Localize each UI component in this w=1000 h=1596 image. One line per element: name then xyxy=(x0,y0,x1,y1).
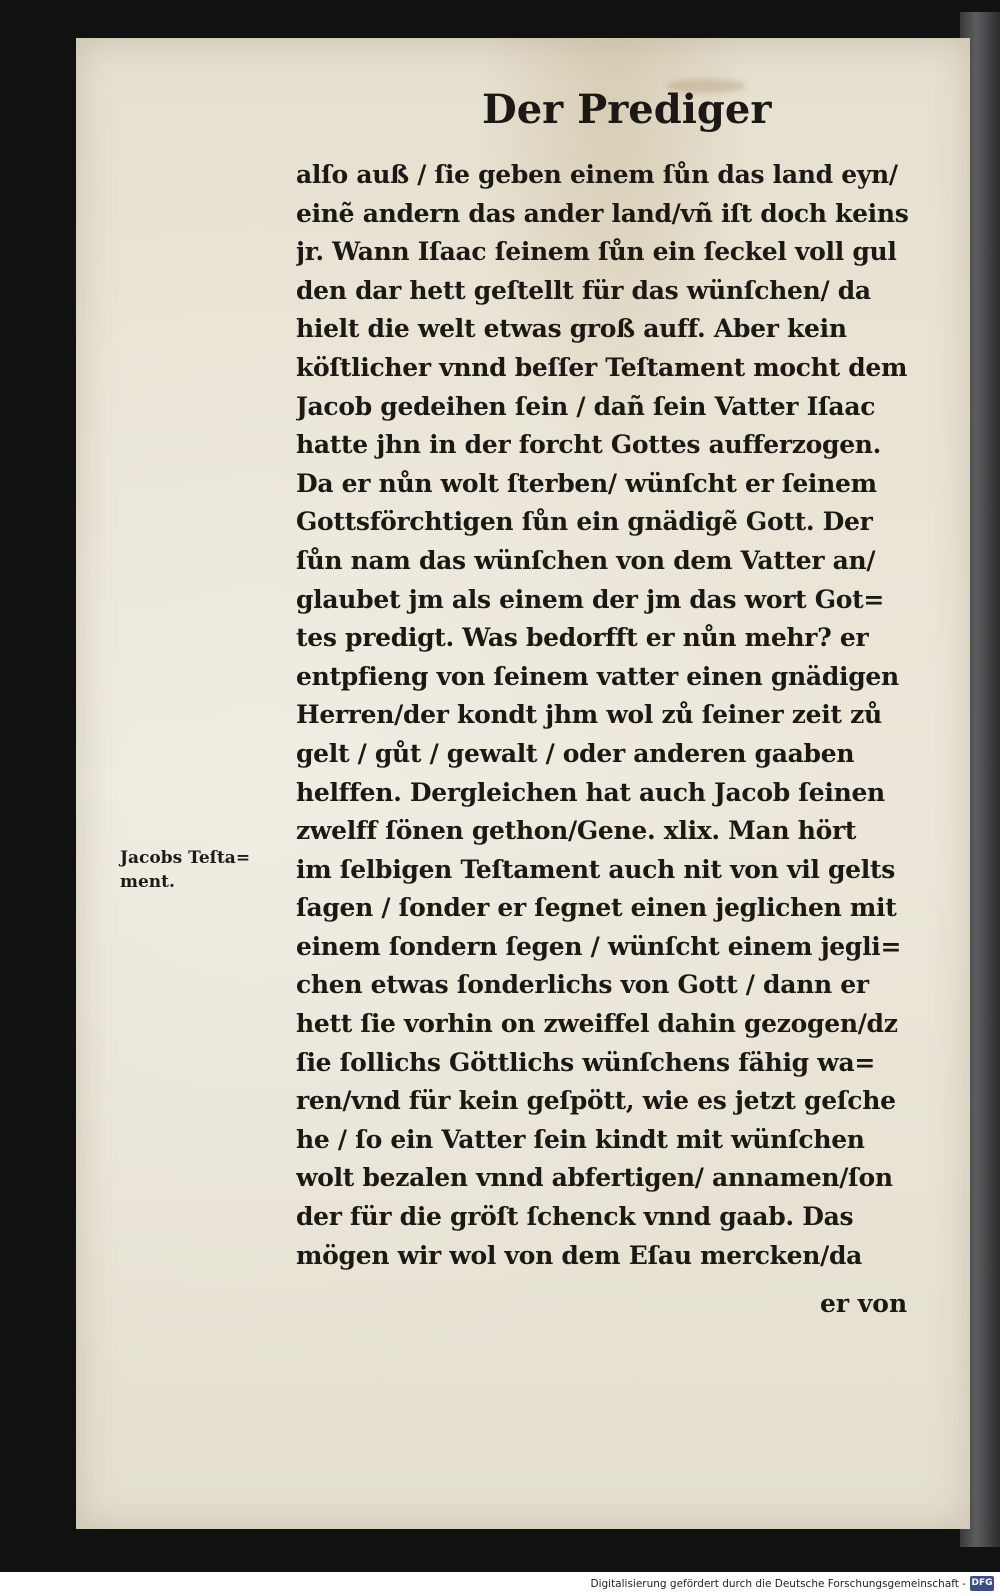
text-line: helffen. Dergleichen hat auch Jacob ſeinen xyxy=(296,777,885,807)
text-line: ſie ſollichs Göttlichs wünſchens fähig wa= xyxy=(296,1047,876,1077)
text-line: Da er nůn wolt ſterben/ wünſcht er ſeinem xyxy=(296,468,877,498)
text-line: gelt / gůt / gewalt / oder anderen gaaben xyxy=(296,738,855,768)
text-line: Herren/der kondt jhm wol zů ſeiner zeit zů xyxy=(296,700,882,730)
text-line: hatte jhn in der forcht Gottes aufferzogen. xyxy=(296,430,882,460)
footer-bar xyxy=(0,1572,1000,1596)
running-head: Der Prediger xyxy=(482,86,772,133)
marginal-note-line: Jacobs Teſta= xyxy=(120,848,251,868)
text-line: jr. Wann Iſaac ſeinem ſůn ein ſeckel voll gul xyxy=(296,237,897,267)
text-line: einẽ andern das ander land/vñ iſt doch keins xyxy=(296,198,909,228)
text-line: chen etwas ſonderlichs von Gott / dann er xyxy=(296,970,869,1000)
marginal-note-line: ment. xyxy=(120,872,175,892)
catchword: er von xyxy=(820,1289,908,1318)
text-line: ſůn nam das wünſchen von dem Vatter an/ xyxy=(296,545,876,575)
text-line: he / ſo ein Vatter ſein kindt mit wünſchen xyxy=(296,1124,865,1154)
text-line: ſagen / ſonder er ſegnet einen jeglichen mit xyxy=(296,893,897,923)
text-line: alſo auß / ſie geben einem ſůn das land eyn/ xyxy=(296,160,898,189)
main-text xyxy=(296,156,932,1275)
marginal-note xyxy=(120,846,280,894)
text-line: zwelff ſönen gethon/Gene. xlix. Man hört xyxy=(296,816,857,846)
text-line: Jacob gedeihen ſein / dañ ſein Vatter Iſaac xyxy=(296,391,876,421)
text-line: hielt die welt etwas groß auff. Aber kein xyxy=(296,314,847,344)
text-line: glaubet jm als einem der jm das wort Got= xyxy=(296,584,885,614)
text-line: köſtlicher vnnd beſſer Teſtament mocht dem xyxy=(296,352,908,382)
text-line: einem ſondern ſegen / wünſcht einem jegli= xyxy=(296,931,902,961)
text-line: den dar hett geſtellt für das wünſchen/ da xyxy=(296,275,871,305)
text-line: Gottsförchtigen ſůn ein gnädigẽ Gott. Der xyxy=(296,507,873,537)
text-line: im ſelbigen Teſtament auch nit von vil gelts xyxy=(296,854,895,884)
text-line: wolt bezalen vnnd abfertigen/ annamen/ſon xyxy=(296,1163,893,1193)
text-line: hett ſie vorhin on zweiffel dahin gezogen/dz xyxy=(296,1009,898,1039)
dfg-logo-icon: DFG xyxy=(970,1576,994,1591)
footer-credit: Digitalisierung gefördert durch die Deutsche Forschungsgemeinschaft - xyxy=(590,1578,966,1590)
text-line: mögen wir wol von dem Eſau mercken/da xyxy=(296,1240,863,1270)
text-line: der für die gröſt ſchenck vnnd gaab. Das xyxy=(296,1202,854,1232)
text-line: entpfieng von ſeinem vatter einen gnädigen xyxy=(296,661,899,691)
text-line: tes predigt. Was bedorfft er nůn mehr? er xyxy=(296,623,869,653)
text-line: ren/vnd für kein geſpött, wie es jetzt geſche xyxy=(296,1086,896,1116)
